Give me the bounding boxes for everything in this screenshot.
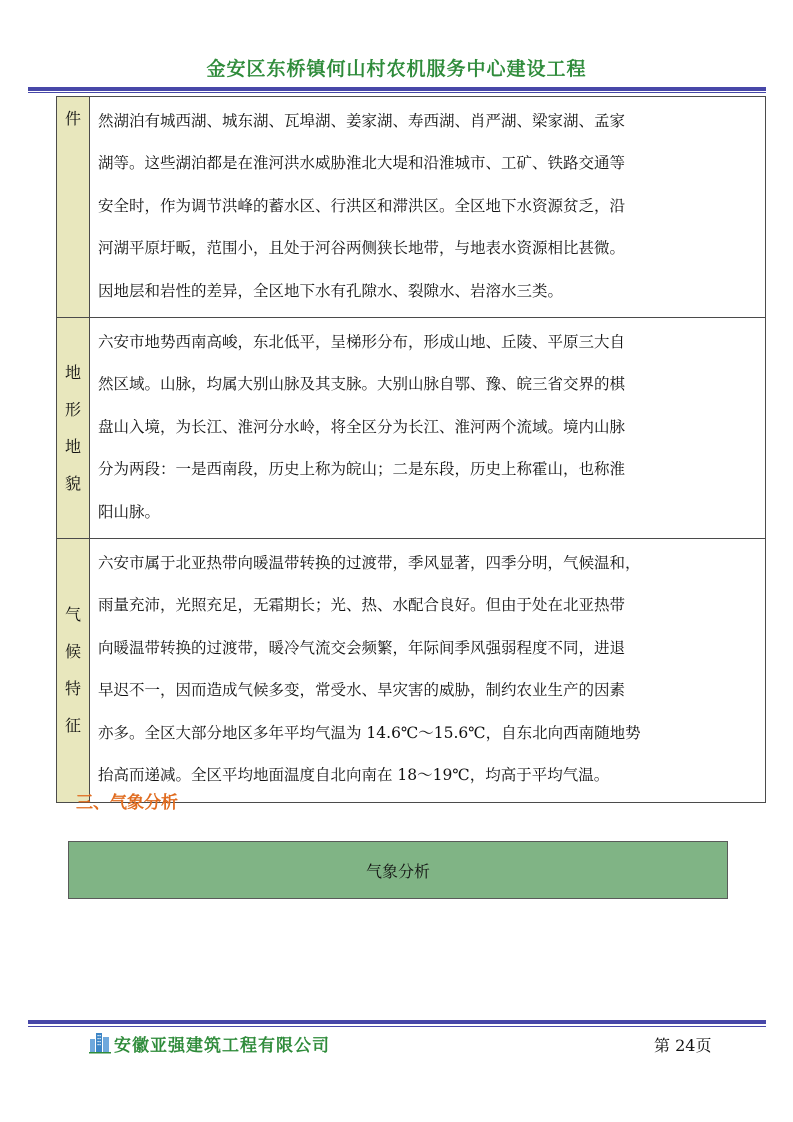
footer-rule-thin <box>28 1026 766 1027</box>
row-label: 件 <box>57 97 90 318</box>
header-rule-thin <box>28 92 766 93</box>
row-label <box>57 318 90 539</box>
row-label-char: 貌 <box>64 474 81 494</box>
building-logo-icon <box>88 1030 112 1054</box>
content-line: 分为两段：一是西南段，历史上称为皖山；二是东段，历史上称霍山，也称淮 <box>98 460 626 479</box>
row-label-char: 地 <box>64 363 81 383</box>
table-row <box>57 97 766 318</box>
row-content <box>90 318 766 539</box>
content-line: 湖等。这些湖泊都是在淮河洪水威胁淮北大堤和沿淮城市、工矿、铁路交通等 <box>98 154 626 173</box>
content-line: 盘山入境，为长江、淮河分水岭，将全区分为长江、淮河两个流域。境内山脉 <box>98 417 626 436</box>
content-line: 然湖泊有城西湖、城东湖、瓦埠湖、姜家湖、寿西湖、肖严湖、梁家湖、孟家 <box>98 112 626 130</box>
row-label-char: 特 <box>64 679 81 699</box>
row-label-char: 候 <box>64 642 81 662</box>
row-content <box>90 97 766 318</box>
page-number: 第 24页 <box>654 1036 712 1055</box>
footer-company: 安徽亚强建筑工程有限公司 <box>114 1036 330 1056</box>
content-line: 安全时，作为调节洪峰的蓄水区、行洪区和滞洪区。全区地下水资源贫乏，沿 <box>98 196 626 215</box>
content-line: 六安市属于北亚热带向暖温带转换的过渡带，季风显著，四季分明，气候温和， <box>98 554 641 573</box>
header-title: 金安区东桥镇何山村农机服务中心建设工程 <box>206 58 587 80</box>
table-row <box>57 539 766 802</box>
content-line: 河湖平原圩畈，范围小，且处于河谷两侧狭长地带，与地表水资源相比甚微。 <box>98 239 626 258</box>
content-line: 早迟不一，因而造成气候多变，常受水、旱灾害的威胁，制约农业生产的因素 <box>98 681 626 700</box>
row-label <box>57 539 90 802</box>
content-line: 六安市地势西南高峻，东北低平，呈梯形分布，形成山地、丘陵、平原三大自 <box>98 333 626 352</box>
content-line: 向暖温带转换的过渡带，暖冷气流交会频繁，年际间季风强弱程度不同，进退 <box>98 638 626 657</box>
table-row <box>57 318 766 539</box>
footer-rule-thick <box>28 1020 766 1024</box>
content-line: 亦多。全区大部分地区多年平均气温为 14.6℃～15.6℃，自东北向西南随地势 <box>98 723 641 742</box>
info-table <box>56 96 766 803</box>
content-line: 雨量充沛，光照充足，无霜期长；光、热、水配合良好。但由于处在北亚热带 <box>98 596 626 615</box>
section-heading: 三、气象分析 <box>76 793 178 813</box>
content-line: 因地层和岩性的差异，全区地下水有孔隙水、裂隙水、岩溶水三类。 <box>98 281 564 300</box>
content-line: 抬高而递减。全区平均地面温度自北向南在 18～19℃，均高于平均气温。 <box>98 766 610 785</box>
row-label-char: 征 <box>64 716 81 736</box>
content-line: 然区域。山脉，均属大别山脉及其支脉。大别山脉自鄂、豫、皖三省交界的棋 <box>98 375 626 394</box>
row-label-char: 地 <box>64 437 81 457</box>
header-rule-thick <box>28 87 766 91</box>
row-content <box>90 539 766 802</box>
box-text: 气象分析 <box>365 861 430 881</box>
weather-analysis-box <box>68 841 728 899</box>
row-label-char: 形 <box>64 400 81 420</box>
row-label-char: 气 <box>64 605 81 625</box>
content-line: 阳山脉。 <box>98 502 161 521</box>
